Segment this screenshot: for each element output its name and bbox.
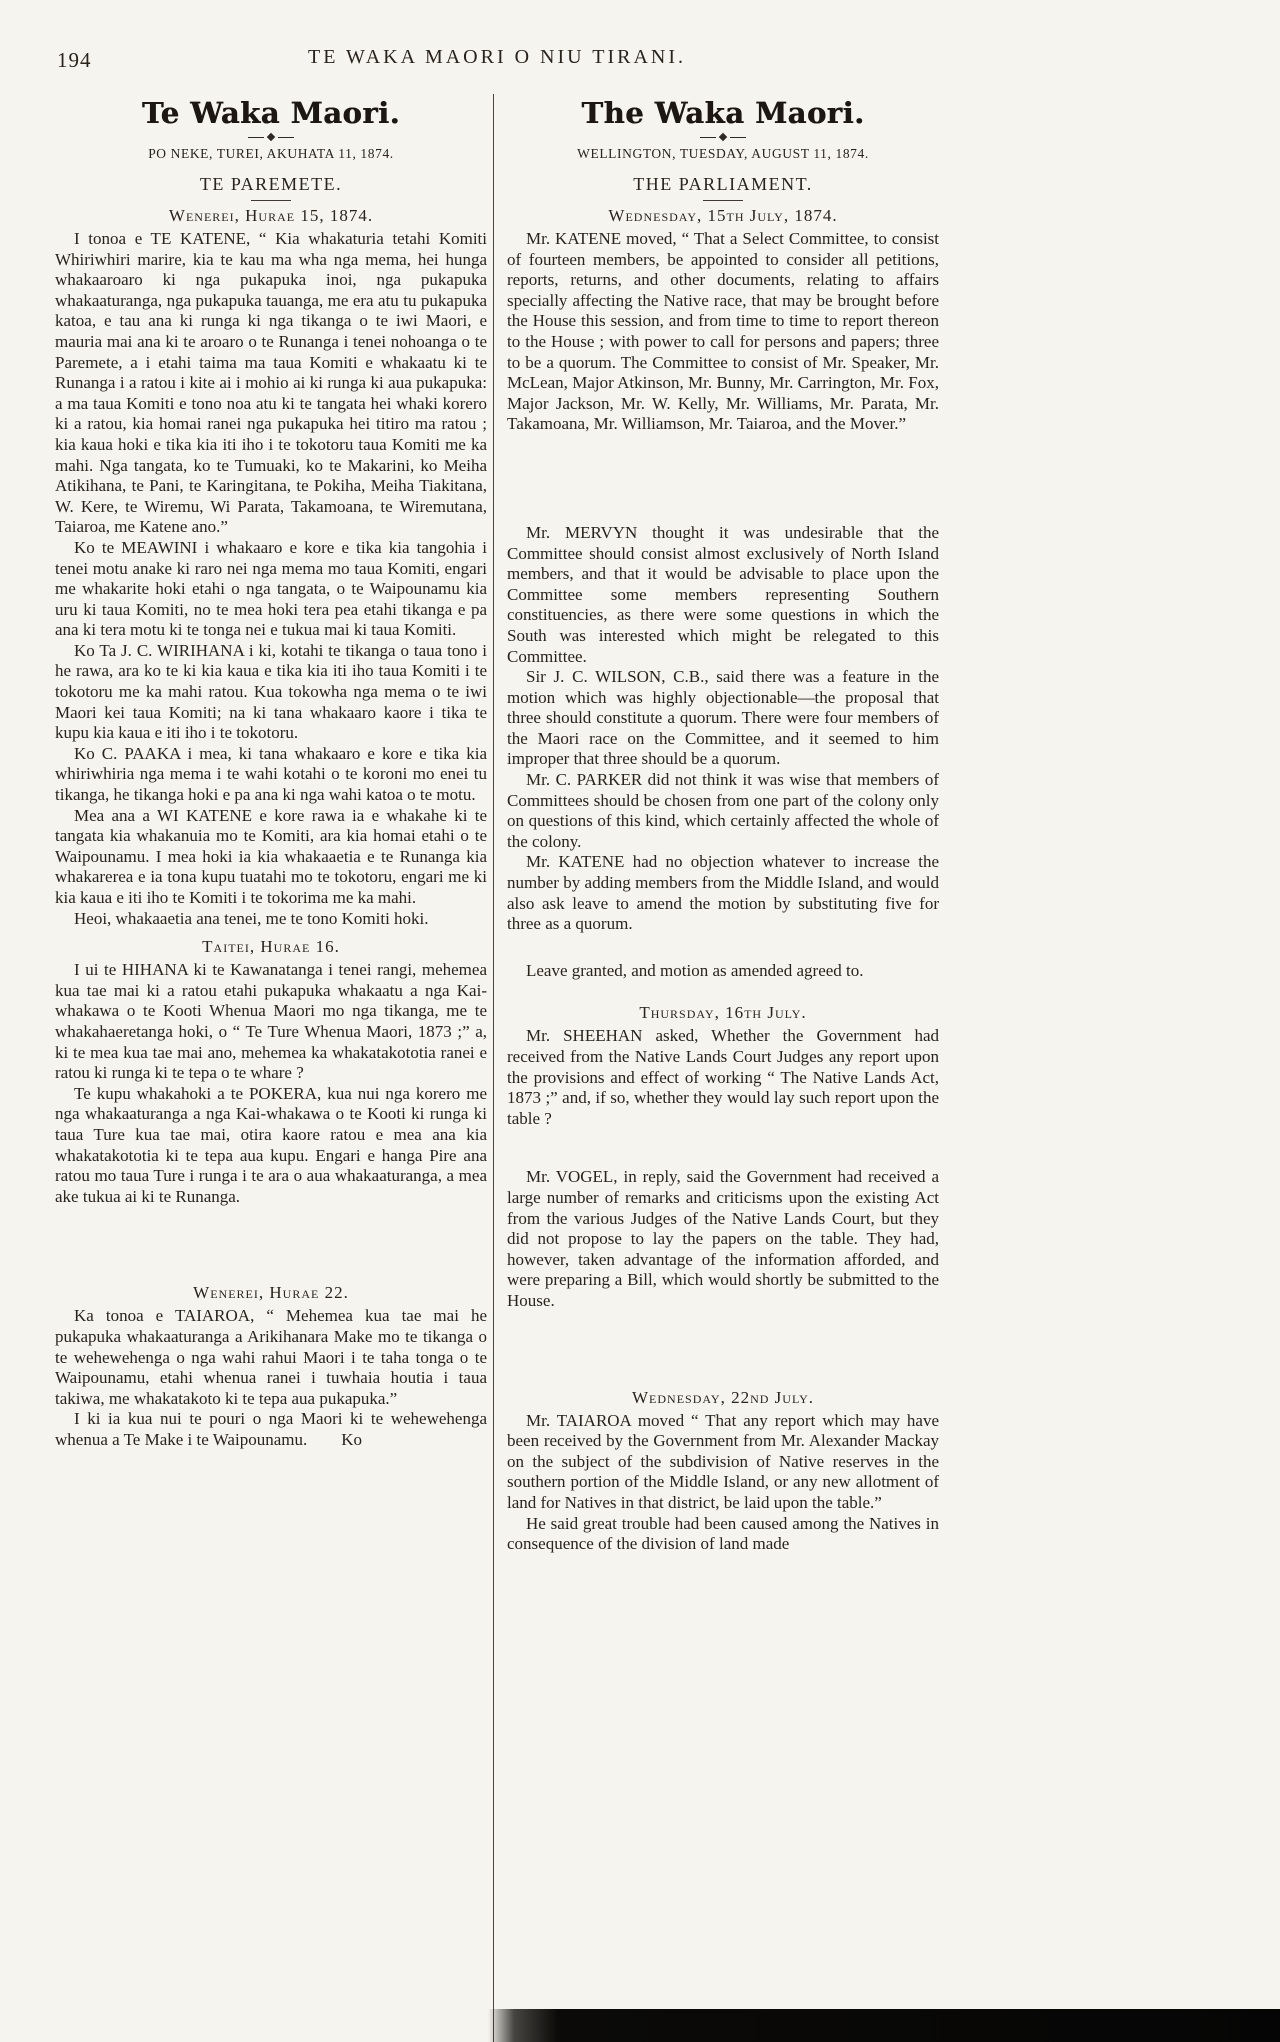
right-column-english	[507, 92, 939, 2042]
paragraph: Mr. VOGEL, in reply, said the Government had received a large number of remarks and criticisms upon the existing Act from the various Judges of the Native Lands Court, but they did not propose to lay the papers on the table. They had, however, taken advantage of the information afforded, and were preparing a Bill, which would shortly be submitted to the House.	[507, 1167, 939, 1310]
paragraph: I tonoa e TE KATENE, “ Kia whakaturia tetahi Komiti Whiriwhiri marire, kia te kau ma wha nga mema, hei hunga whakaaroaro ki nga pukapuka inoi, nga pukapuka whakaaturanga, nga pukapuka tauanga, me era atu tu pukapuka katoa, e tau ana ki runga ki nga tikanga o te iwi Maori, e mauria mai ana ki te aroaro o te Runanga i tenei nohoanga o te Paremete, a i etahi taima ma taua Komiti e whakaatu ki te Runanga i a ratou i kite ai i mohio ai ki runga ki aua pukapuka: a ma taua Komiti e tono noa atu ki te tangata hei whaki korero ki a ratou, kia homai ranei nga pukapuka hei titiro ma ratou ; kia kaua hoki e tika kia iti iho i te tokotoru taua Komiti me ka mahi. Nga tangata, ko te Tumuaki, ko te Makarini, ko Meiha Atikihana, te Pani, te Karingitana, te Pokiha, Meiha Tiakitana, W. Kere, te Wiremu, Wi Parata, Takamoana, te Wiremutana, Taiaroa, me Katene ano.”	[55, 229, 487, 537]
page-title: TE WAKA MAORI O NIU TIRANI.	[307, 46, 687, 68]
paragraph: Mr. TAIAROA moved “ That any report which may have been received by the Government from Mr. Alexander Mackay on the subject of the subdivision of Native reserves in the southern portion of the Middle Island, or any new allotment of land for Natives in that district, be laid upon the table.”	[507, 1410, 939, 1512]
masthead-ornament-icon	[55, 134, 487, 140]
date-subheading: Taitei, Hurae 16.	[202, 937, 340, 957]
paragraph: Leave granted, and motion as amended agreed to.	[526, 960, 864, 980]
date-subheading: Wenerei, Hurae 22.	[193, 1283, 349, 1303]
masthead-english: The Waka Maori.	[581, 96, 865, 130]
section-taitei-hurae-16	[55, 937, 487, 1207]
ornament-diamond	[719, 133, 727, 141]
heading-rule	[703, 200, 743, 201]
paragraph: Te kupu whakahoki a te POKERA, kua nui nga korero me nga whakaaturanga a nga Kai-whakawa o te Kooti ki runga ki taua Ture kua tae mai, otira kaore ratou e mea ana kia whakatakototia ki te tepa aua kupu. Engari e hanga Pire ana ratou mo taua Ture i runga i te ara o aua whakaaturanga, a mea ake tukua ai ki te Runanga.	[55, 1083, 487, 1206]
date-subheading: Thursday, 16th July.	[639, 1003, 807, 1023]
paragraph: Heoi, whakaaetia ana tenei, me te tono Komiti hoki.	[74, 908, 429, 928]
heading-rule	[251, 200, 291, 201]
section-heading-maori: TE PAREMETE.	[199, 174, 343, 194]
ornament-bar	[700, 137, 716, 138]
masthead-ornament-icon	[507, 134, 939, 140]
section-heading-english: THE PARLIAMENT.	[633, 174, 813, 194]
left-column-maori	[55, 92, 487, 2042]
paragraph: Ko C. PAAKA i mea, ki tana whakaaro e kore e tika kia whiriwhiria nga mema i te wahi kotahi o te koroni mo enei tu tikanga, he tikanga hoki e pa ana ki nga wahi katoa o te motu.	[55, 743, 487, 805]
paragraph: Mr. C. PARKER did not think it was wise that members of Committees should be chosen from one part of the colony only on questions of this kind, which certainly affected the whole of the colony.	[507, 770, 939, 851]
section-thursday-16-july	[507, 1003, 939, 1311]
dateline-maori: PO NEKE, TUREI, AKUHATA 11, 1874.	[148, 146, 394, 161]
date-subheading: Wednesday, 15th July, 1874.	[608, 206, 838, 225]
paragraph: Mr. SHEEHAN asked, Whether the Government had received from the Native Lands Court Judges any report upon the provisions and effect of working “ The Native Lands Act, 1873 ;” and, if so, whether they would lay such report upon the table ?	[507, 1026, 939, 1128]
paragraph: Ko Ta J. C. WIRIHANA i ki, kotahi te tikanga o taua tono i he rawa, ara ko te ki kia kaua e tika kia iti iho taua Komiti i te tokotoru me ka mahi ratou. Kua tokowha nga mema o te iwi Maori kei taua Komiti; na ki tana whakaaro kaore i tika te kupu kia kaua e iti iho i te tokotoru.	[55, 640, 487, 743]
column-divider-rule	[493, 94, 494, 2042]
paragraph: Ka tonoa e TAIAROA, “ Mehemea kua tae mai he pukapuka whakaaturanga a Arikihanara Make mo te tikanga o te wehewehenga o nga wahi rahui Maori i te taha tonga o te Waipounamu, etahi whenua ranei i tuwhaia houtia i taua takiwa, me whakatakoto ki te tepa aua pukapuka.”	[55, 1306, 487, 1408]
page-header	[55, 46, 939, 78]
section-wednesday-15-july	[507, 206, 939, 981]
ornament-bar	[248, 137, 264, 138]
page-number: 194	[57, 48, 92, 72]
paragraph: Mr. KATENE moved, “ That a Select Committee, to consist of fourteen members, be appointed to consider all petitions, reports, returns, and other documents, relating to affairs specially affecting the Native race, that may be brought before the House this session, and from time to time to report thereon to the House ; with power to call for persons and papers; three to be a quorum. The Committee to consist of Mr. Speaker, Mr. McLean, Major Atkinson, Mr. Bunny, Mr. Carrington, Mr. Fox, Major Jackson, Mr. W. Kelly, Mr. Williams, Mr. Parata, Mr. Takamoana, Mr. Williamson, Mr. Taiaroa, and the Mover.”	[507, 229, 939, 434]
masthead-maori: Te Waka Maori.	[141, 96, 401, 130]
date-subheading: Wednesday, 22nd July.	[631, 1387, 815, 1407]
dateline-english: WELLINGTON, TUESDAY, AUGUST 11, 1874.	[577, 146, 869, 161]
section-wenerei-hurae-22	[55, 1283, 487, 1450]
ornament-bar	[730, 137, 746, 138]
paragraph: Mr. KATENE had no objection whatever to increase the number by adding members from the Middle Island, and would also ask leave to amend the motion by substituting five for three as a quorum.	[507, 852, 939, 934]
paragraph: Mea ana a WI KATENE e kore rawa ia e whakahe ki te tangata kia whakanuia mo te Komiti, ara kia homai etahi o te Waipounamu. I mea hoki ia kia whakaaetia e te Runanga kia whakarerea e ia tona kupu tuatahi mo te tokotoru, engari me ki kia kaua e iti iho te Komiti i te tokorima me ka mahi.	[55, 805, 487, 907]
section-wednesday-22-july	[507, 1388, 939, 1555]
scan-artifact-bottom-edge	[488, 2009, 1280, 2042]
section-wenerei-hurae-15	[55, 206, 487, 929]
paragraph: I ui te HIHANA ki te Kawanatanga i tenei rangi, mehemea kua tae mai ki a ratou etahi pukapuka whakaatu a nga Kai-whakawa o te Kooti Whenua Maori mo nga tikanga, me te whakahaeretanga hoki, o “ Te Ture Whenua Maori, 1873 ;” a, ki te mea kua tae mai ano, mehemea ka whakatakototia ranei e ratou ki runga ki te tepa o te whare ?	[55, 960, 487, 1083]
paragraph: I ki ia kua nui te pouri o nga Maori ki te wehewehenga whenua a Te Make i te Waipounamu. Ko	[55, 1409, 487, 1449]
paragraph: Ko te MEAWINI i whakaaro e kore e tika kia tangohia i tenei motu anake ki raro nei nga mema mo taua Komiti, engari me whakarite hoki etahi o nga tangata, o te Waipounamu kia uru ki taua Komiti, no te mea hoki tera pea etahi tikanga e pa ana ki tera motu ki te tonga nei e tukua mai ki taua Komiti.	[55, 537, 487, 640]
columns-container	[55, 92, 939, 2042]
paragraph: Mr. MERVYN thought it was undesirable that the Committee should consist almost exclusively of North Island members, and that it would be advisable to place upon the Committee some members representing Southern constituencies, as there were some questions in which the South was interested which might be relegated to this Committee.	[507, 522, 939, 666]
paragraph: Sir J. C. WILSON, C.B., said there was a feature in the motion which was highly objectionable—the proposal that three should constitute a quorum. There were four members of the Maori race on the Committee, and it seemed to him improper that three should be a quorum.	[507, 667, 939, 769]
paragraph: He said great trouble had been caused among the Natives in consequence of the division of land made	[507, 1513, 939, 1554]
ornament-diamond	[267, 133, 275, 141]
ornament-bar	[278, 137, 294, 138]
date-subheading: Wenerei, Hurae 15, 1874.	[168, 206, 374, 225]
